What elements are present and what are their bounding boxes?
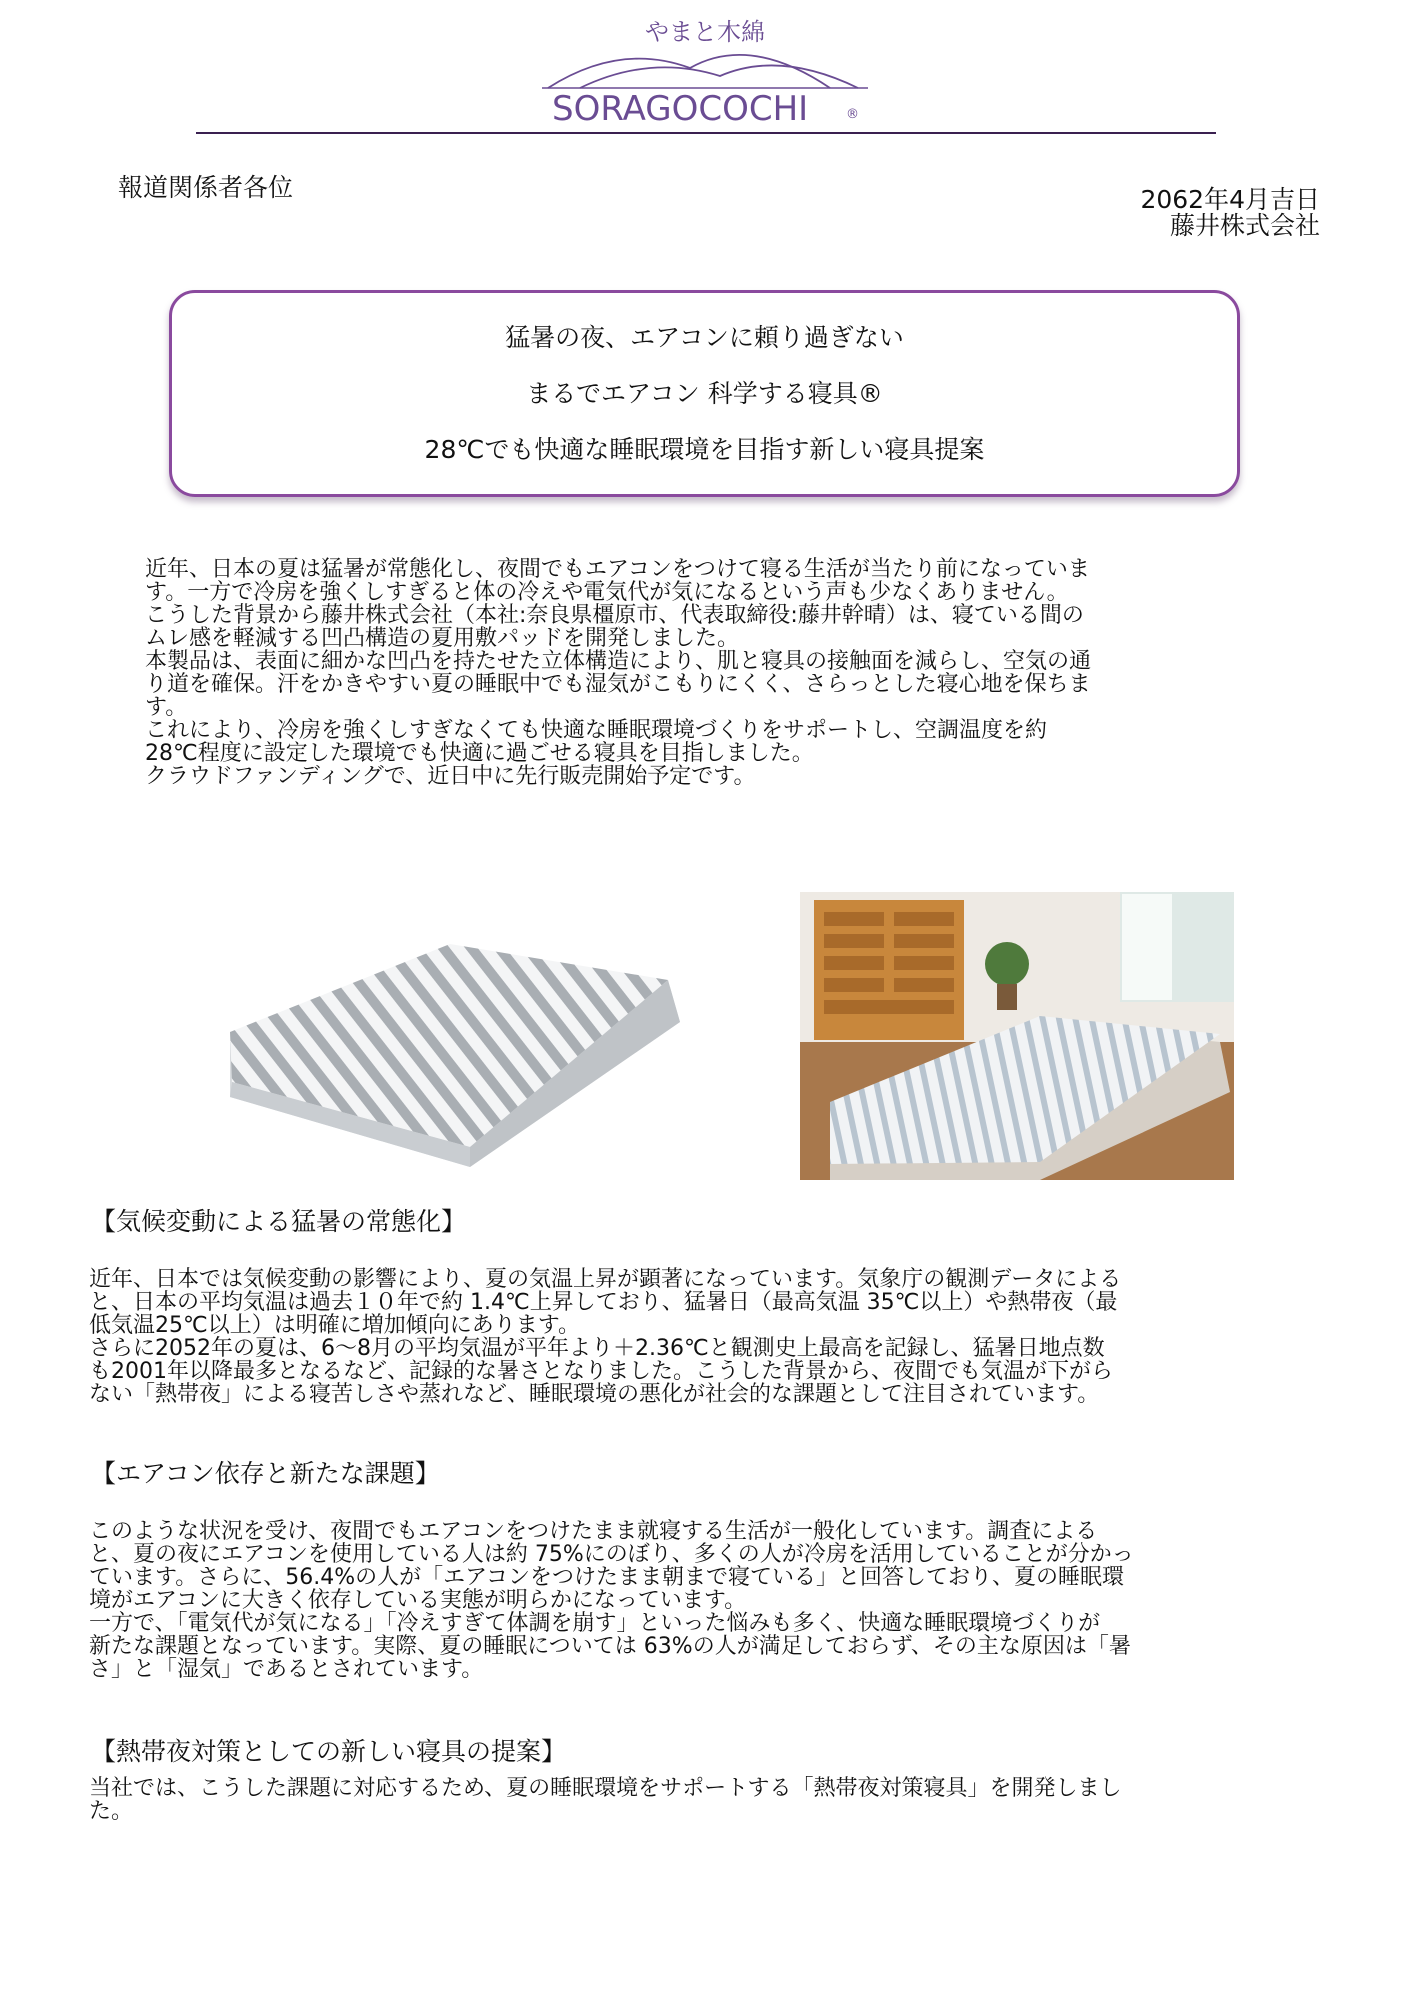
intro-line: こうした背景から藤井株式会社（本社:奈良県橿原市、代表取締役:藤井幹晴）は、寝ている間の (145, 603, 1084, 628)
intro-line: ムレ感を軽減する凹凸構造の夏用敷パッドを開発しました。 (145, 626, 740, 651)
intro-line: 本製品は、表面に細かな凹凸を持たせた立体構造により、肌と寝具の接触面を減らし、空気の通 (145, 649, 1092, 674)
section-heading: 【エアコン依存と新たな課題】 (91, 1459, 440, 1488)
body-line: ています。さらに、56.4%の人が「エアコンをつけたまま朝まで寝ている」と回答しており、夏の睡眠環 (89, 1565, 1125, 1590)
brand-name-jp: やまと木綿 (645, 18, 765, 46)
logo-mountain-arc (580, 65, 858, 88)
body-line: 低気温25℃以上）は明確に増加傾向にあります。 (89, 1313, 580, 1338)
body-line: も2001年以降最多となるなど、記録的な暑さとなりました。こうした背景から、夜間でも気温が下がら (89, 1359, 1113, 1384)
intro-line: 近年、日本の夏は猛暑が常態化し、夜間でもエアコンをつけて寝る生活が当たり前になっていま (145, 557, 1090, 582)
addressee: 報道関係者各位 (118, 173, 294, 202)
brand-name-en: SORAGOCOCHI (552, 89, 809, 128)
body-line: と、日本の平均気温は過去１０年で約 1.4℃上昇しており、猛暑日（最高気温 35℃以上）や熱帯夜（最 (89, 1290, 1118, 1315)
registered-mark: ® (846, 107, 859, 122)
body-line: ない「熱帯夜」による寝苦しさや蒸れなど、睡眠環境の悪化が社会的な課題として注目されています。 (89, 1382, 1100, 1407)
section-body (89, 1268, 1121, 1406)
body-line: 近年、日本では気候変動の影響により、夏の気温上昇が顕著になっています。気象庁の観測データによる (89, 1267, 1122, 1292)
section-heading: 【熱帯夜対策としての新しい寝具の提案】 (91, 1737, 567, 1766)
body-line: た。 (89, 1799, 134, 1824)
company-name: 藤井株式会社 (1169, 211, 1320, 240)
intro-line: り道を確保。汗をかきやすい夏の睡眠中でも湿気がこもりにくく、さらっとした寝心地を保ちま (145, 672, 1091, 697)
intro-line: す。一方で冷房を強くしすぎると体の冷えや電気代が気になるという声も少なくありません。 (145, 580, 1069, 605)
release-date: 2062年4月吉日 (1140, 185, 1320, 214)
intro-line: クラウドファンディングで、近日中に先行販売開始予定です。 (145, 764, 756, 789)
header-divider (196, 132, 1216, 134)
body-line: と、夏の夜にエアコンを使用している人は約 75%にのぼり、多くの人が冷房を活用していることが分かっ (89, 1542, 1134, 1567)
body-line: 一方で、「電気代が気になる」「冷えすぎて体調を崩す」といった悩みも多く、快適な睡眠環境づくりが (89, 1611, 1101, 1636)
brand-logo (540, 10, 870, 128)
section-body (89, 1520, 1134, 1681)
section-body (89, 1777, 1121, 1823)
headline-line: 28℃でも快適な睡眠環境を目指す新しい寝具提案 (424, 434, 985, 464)
body-line: さらに2052年の夏は、6〜8月の平均気温が平年より＋2.36℃と観測史上最高を記録し、猛暑日地点数 (89, 1336, 1105, 1361)
headline-line: まるでエアコン 科学する寝具® (526, 378, 883, 408)
body-line: 境がエアコンに大きく依存している実態が明らかになっています。 (89, 1588, 747, 1613)
body-line: 新たな課題となっています。実際、夏の睡眠については 63%の人が満足しておらず、その主な原因は「暑 (89, 1634, 1131, 1659)
headline-box (169, 290, 1240, 497)
body-line: このような状況を受け、夜間でもエアコンをつけたまま就寝する生活が一般化しています。調査による (89, 1519, 1098, 1544)
intro-line: これにより、冷房を強くしすぎなくても快適な睡眠環境づくりをサポートし、空調温度を約 (145, 718, 1048, 743)
intro-paragraph (145, 558, 1091, 788)
product-photo-folded-pad (170, 892, 730, 1190)
headline-line: 猛暑の夜、エアコンに頼り過ぎない (505, 322, 904, 352)
intro-line: す。 (145, 695, 188, 720)
section-heading: 【気候変動による猛暑の常態化】 (91, 1207, 467, 1236)
intro-line: 28℃程度に設定した環境でも快適に過ごせる寝具を目指しました。 (145, 741, 814, 766)
body-line: さ」と「湿気」であるとされています。 (89, 1657, 484, 1682)
product-photo-bed-scene (800, 892, 1234, 1180)
body-line: 当社では、こうした課題に対応するため、夏の睡眠環境をサポートする「熱帯夜対策寝具」を開発しまし (89, 1776, 1122, 1801)
